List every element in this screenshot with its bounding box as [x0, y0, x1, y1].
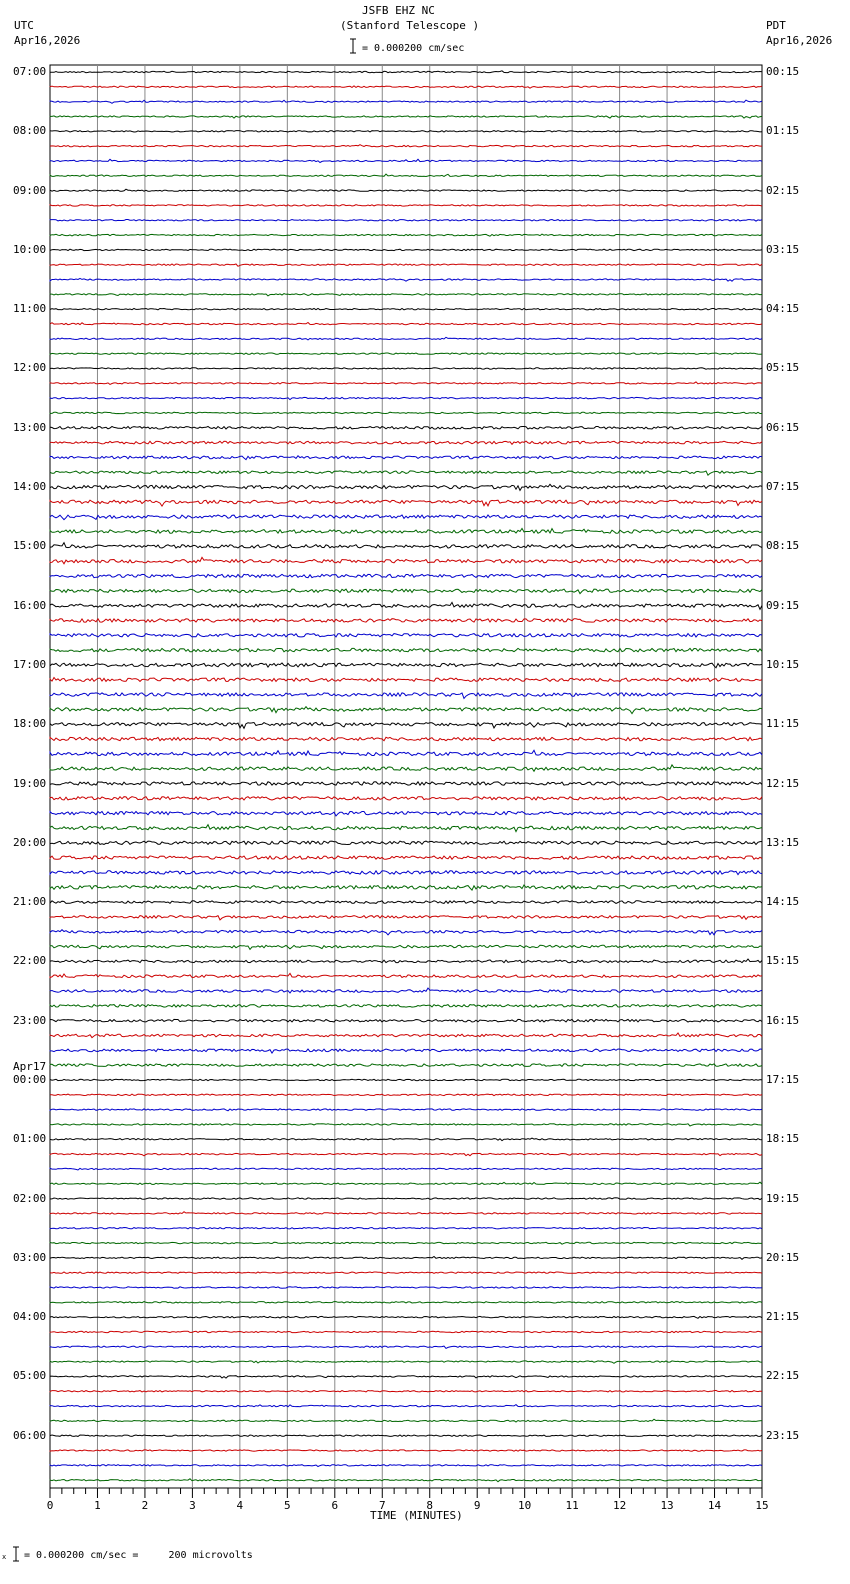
seismic-trace — [50, 427, 762, 430]
seismic-trace — [50, 131, 762, 133]
x-axis-title: TIME (MINUTES) — [370, 1509, 463, 1522]
x-tick-label: 7 — [378, 1499, 386, 1512]
seismic-trace — [50, 86, 762, 88]
seismic-trace — [50, 294, 762, 296]
seismic-trace — [50, 959, 762, 963]
seismic-trace — [50, 159, 762, 162]
seismic-trace — [50, 988, 762, 993]
seismic-trace — [50, 1331, 762, 1332]
seismic-trace — [50, 973, 762, 977]
seismic-trace — [50, 1302, 762, 1303]
seismic-trace — [50, 220, 762, 222]
pdt-hour-label: 20:15 — [766, 1250, 800, 1264]
utc-hour-label: 09:00 — [13, 183, 47, 197]
x-tick-label: 9 — [473, 1499, 481, 1512]
seismic-trace — [50, 1212, 762, 1214]
left-timezone: UTC — [14, 19, 34, 32]
seismic-trace — [50, 145, 762, 147]
seismic-trace — [50, 1242, 762, 1244]
utc-hour-label: 13:00 — [13, 420, 47, 434]
x-tick-label: 1 — [94, 1499, 101, 1512]
seismic-trace — [50, 397, 762, 399]
x-tick-label: 14 — [707, 1499, 722, 1512]
seismic-trace — [50, 663, 762, 668]
seismic-trace — [50, 812, 762, 816]
date-change-label: Apr17 — [13, 1059, 47, 1073]
station-title: JSFB EHZ NC — [362, 4, 435, 17]
seismic-trace — [50, 1287, 762, 1288]
utc-hour-label: 16:00 — [13, 598, 47, 612]
pdt-hour-label: 08:15 — [766, 539, 800, 553]
seismic-trace — [50, 1124, 762, 1126]
seismic-trace — [50, 543, 762, 548]
seismic-trace — [50, 71, 762, 73]
pdt-hour-label: 03:15 — [766, 242, 800, 256]
seismic-trace — [50, 471, 762, 475]
x-tick-label: 13 — [660, 1499, 674, 1512]
pdt-hour-label: 18:15 — [766, 1132, 800, 1146]
seismic-trace — [50, 930, 762, 935]
seismic-trace — [50, 1168, 762, 1170]
seismic-trace — [50, 871, 762, 875]
seismic-trace — [50, 323, 762, 325]
x-tick-label: 15 — [755, 1499, 769, 1512]
seismic-trace — [50, 412, 762, 413]
seismic-trace — [50, 885, 762, 890]
seismic-trace — [50, 856, 762, 859]
utc-hour-label: 20:00 — [13, 835, 47, 849]
utc-hour-label: 02:00 — [13, 1191, 47, 1205]
left-date: Apr16,2026 — [14, 34, 81, 47]
footer-scale-label: = 0.000200 cm/sec = 200 microvolts — [24, 1550, 253, 1561]
pdt-hour-label: 23:15 — [766, 1428, 800, 1442]
utc-hour-label: 19:00 — [13, 776, 47, 790]
seismic-trace — [50, 1033, 762, 1038]
seismic-trace — [50, 1257, 762, 1260]
seismic-trace — [50, 619, 762, 622]
scale-label: = 0.000200 cm/sec — [362, 43, 465, 54]
seismic-trace — [50, 1405, 762, 1407]
seismic-trace — [50, 589, 762, 594]
pdt-hour-label: 01:15 — [766, 124, 800, 138]
seismic-trace — [50, 678, 762, 682]
seismic-trace — [50, 1346, 762, 1348]
seismic-trace — [50, 825, 762, 832]
seismic-trace — [50, 1479, 762, 1482]
seismic-trace — [50, 1005, 762, 1008]
utc-hour-label: 10:00 — [13, 242, 47, 256]
seismic-trace — [50, 1435, 762, 1436]
seismic-trace — [50, 100, 762, 103]
footer-scale-icon — [2, 1546, 22, 1564]
x-tick-label: 6 — [331, 1499, 339, 1512]
pdt-hour-label: 00:15 — [766, 65, 800, 78]
x-tick-label: 0 — [46, 1499, 54, 1512]
seismic-trace — [50, 1419, 762, 1422]
pdt-hour-label: 13:15 — [766, 835, 800, 849]
seismic-trace — [50, 528, 762, 533]
seismic-trace — [50, 723, 762, 729]
pdt-hour-label: 21:15 — [766, 1310, 800, 1324]
seismic-trace — [50, 1361, 762, 1364]
seismic-trace — [50, 1390, 762, 1392]
seismic-trace — [50, 1272, 762, 1273]
pdt-hour-label: 17:15 — [766, 1072, 800, 1086]
right-timezone: PDT — [766, 19, 786, 32]
x-tick-label: 2 — [141, 1499, 149, 1512]
pdt-hour-label: 05:15 — [766, 361, 800, 375]
seismic-trace — [50, 1019, 762, 1022]
utc-hour-label: 15:00 — [13, 539, 47, 553]
seismic-trace — [50, 234, 762, 236]
pdt-hour-label: 09:15 — [766, 598, 800, 612]
seismic-trace — [50, 634, 762, 637]
seismic-trace — [50, 249, 762, 250]
seismic-trace — [50, 737, 762, 741]
seismic-trace — [50, 189, 762, 191]
seismic-trace — [50, 500, 762, 506]
utc-hour-label: 22:00 — [13, 954, 47, 968]
utc-hour-label: 07:00 — [13, 65, 47, 78]
seismic-trace — [50, 1450, 762, 1451]
utc-hour-label: 23:00 — [13, 1013, 47, 1027]
seismic-trace — [50, 797, 762, 800]
x-tick-label: 10 — [518, 1499, 532, 1512]
seismic-trace — [50, 1094, 762, 1096]
seismic-trace — [50, 1079, 762, 1080]
seismic-trace — [50, 765, 762, 771]
seismic-trace — [50, 707, 762, 714]
x-tick-label: 5 — [284, 1499, 291, 1512]
pdt-hour-label: 14:15 — [766, 895, 800, 909]
seismic-trace — [50, 1049, 762, 1053]
seismic-trace — [50, 278, 762, 281]
seismic-trace — [50, 841, 762, 844]
plot-frame — [50, 65, 762, 1488]
seismic-trace — [50, 368, 762, 369]
utc-hour-label: 21:00 — [13, 895, 47, 909]
seismic-trace — [50, 574, 762, 577]
seismic-trace — [50, 648, 762, 651]
utc-hour-label: 05:00 — [13, 1369, 47, 1383]
seismic-trace — [50, 484, 762, 490]
seismic-trace — [50, 308, 762, 310]
pdt-hour-label: 16:15 — [766, 1013, 800, 1027]
seismic-trace — [50, 602, 762, 609]
utc-hour-label: 08:00 — [13, 124, 47, 138]
utc-hour-label: 17:00 — [13, 657, 47, 671]
utc-hour-label: 11:00 — [13, 302, 47, 316]
utc-hour-label: 18:00 — [13, 717, 47, 731]
seismic-trace — [50, 205, 762, 206]
seismic-trace — [50, 1109, 762, 1111]
utc-hour-label: 06:00 — [13, 1428, 47, 1442]
seismic-trace — [50, 1465, 762, 1467]
pdt-hour-label: 19:15 — [766, 1191, 800, 1205]
seismic-trace — [50, 515, 762, 520]
seismic-trace — [50, 693, 762, 699]
pdt-hour-label: 15:15 — [766, 954, 800, 968]
utc-hour-label: 04:00 — [13, 1310, 47, 1324]
utc-hour-label: 00:00 — [13, 1072, 47, 1086]
utc-hour-label: 03:00 — [13, 1250, 47, 1264]
seismic-trace — [50, 750, 762, 755]
utc-hour-label: 14:00 — [13, 480, 47, 494]
utc-hour-label: 12:00 — [13, 361, 47, 375]
pdt-hour-label: 07:15 — [766, 480, 800, 494]
seismic-trace — [50, 916, 762, 920]
seismic-trace — [50, 1138, 762, 1141]
seismic-trace — [50, 557, 762, 563]
svg-text:x: x — [2, 1553, 7, 1561]
station-subtitle: (Stanford Telescope ) — [340, 19, 480, 32]
seismic-trace — [50, 1316, 762, 1318]
seismic-trace — [50, 456, 762, 460]
right-date: Apr16,2026 — [766, 34, 833, 47]
seismic-trace — [50, 441, 762, 444]
seismic-trace — [50, 1064, 762, 1067]
seismic-trace — [50, 1153, 762, 1155]
x-tick-label: 3 — [189, 1499, 196, 1512]
seismic-trace — [50, 353, 762, 354]
seismic-trace — [50, 174, 762, 176]
pdt-hour-label: 04:15 — [766, 302, 800, 316]
seismic-trace — [50, 116, 762, 118]
seismic-trace — [50, 1182, 762, 1184]
seismic-trace — [50, 382, 762, 385]
seismic-trace — [50, 945, 762, 949]
seismic-trace — [50, 1198, 762, 1200]
pdt-hour-label: 12:15 — [766, 776, 800, 790]
seismic-trace — [50, 1376, 762, 1378]
x-tick-label: 12 — [612, 1499, 627, 1512]
pdt-hour-label: 10:15 — [766, 657, 800, 671]
seismic-trace — [50, 337, 762, 340]
pdt-hour-label: 22:15 — [766, 1369, 800, 1383]
pdt-hour-label: 02:15 — [766, 183, 800, 197]
x-tick-label: 4 — [236, 1499, 244, 1512]
seismic-trace — [50, 264, 762, 266]
pdt-hour-label: 11:15 — [766, 717, 800, 731]
x-tick-label: 8 — [426, 1499, 434, 1512]
utc-hour-label: 01:00 — [13, 1132, 47, 1146]
pdt-hour-label: 06:15 — [766, 420, 800, 434]
seismic-trace — [50, 1228, 762, 1229]
seismic-trace — [50, 901, 762, 904]
seismic-trace — [50, 782, 762, 785]
x-tick-label: 11 — [565, 1499, 579, 1512]
